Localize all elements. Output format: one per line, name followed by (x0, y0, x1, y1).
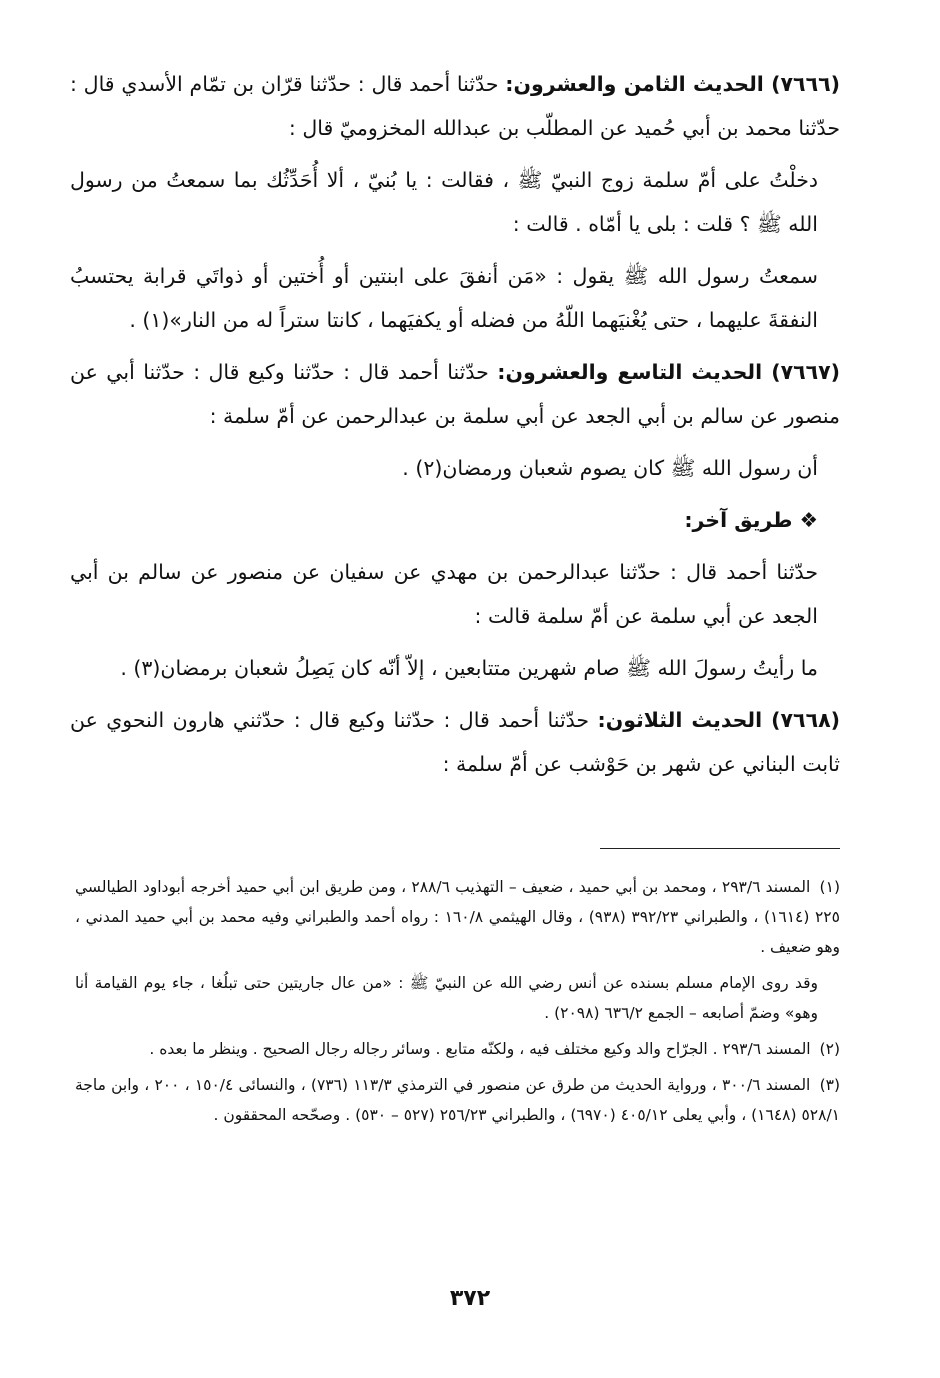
hadith-30-header: (٧٦٦٨) الحديث الثلاثون: (597, 708, 840, 732)
footnote-2-number: (٢) (819, 1040, 840, 1058)
footnotes (75, 872, 840, 1136)
footnote-3 (75, 1070, 840, 1130)
footnote-1-number: (١) (819, 878, 840, 896)
footnote-1-continuation: وقد روى الإمام مسلم بسنده عن أنس رضي الله عن النبيّ ﷺ : «من عال جاريتين حتى تبلُغا ، جاء يوم القيامة أنا وهو» وضمّ أصابعه – الجمع ٦٣٦/٢ (٢٠٩٨) . (75, 974, 818, 1022)
footnote-3-number: (٣) (819, 1076, 841, 1094)
hadith-29-isnad (70, 350, 840, 438)
page-number: ٣٧٢ (449, 1286, 491, 1311)
hadith-28-isnad (70, 62, 840, 150)
footnote-1-text: المسند ٢٩٣/٦ ، ومحمد بن أبي حميد ، ضعيف – التهذيب ٢٨٨/٦ ، ومن طريق ابن أبي حميد أخرجه أبوداود الطيالسي ٢٢٥ (١٦١٤) ، والطبراني ٣٩٢/٢٣ (٩٣٨) ، وقال الهيثمي ١٦٠/٨ : رواه أحمد والطبراني وفيه محمد بن أبي حميد المدني ، وهو ضعيف . (75, 878, 840, 956)
main-text (70, 62, 840, 794)
footnote-3-text: المسند ٣٠٠/٦ ، ورواية الحديث من طرق عن منصور في الترمذي ١١٣/٣ (٧٣٦) ، والنسائى ١٥٠/٤ ، ٢٠٠ ، وابن ماجة ٥٢٨/١ (١٦٤٨) ، وأبي يعلى ٤٠٥/١٢ (٦٩٧٠) ، والطبراني ٢٥٦/٢٣ (٥٢٧ – ٥٣٠) . وصحّحه المحققون . (75, 1076, 840, 1124)
footnote-2-text: المسند ٢٩٣/٦ . الجرّاح والد وكيع مختلف فيه ، ولكنّه متابع . وسائر رجاله رجال الصحيح . وينظر ما بعده . (149, 1040, 811, 1058)
hadith-29-matn: أن رسول الله ﷺ كان يصوم شعبان ورمضان(٢) . (402, 456, 818, 480)
hadith-29-isnad-text: حدّثنا أحمد قال : حدّثنا وكيع قال : حدّثنا أبي عن منصور عن سالم بن أبي الجعد عن أبي سلمة بن عبدالرحمن عن أمّ سلمة : (70, 360, 840, 428)
other-route-isnad: حدّثنا أحمد قال : حدّثنا عبدالرحمن بن مهدي عن سفيان عن منصور عن سالم بن أبي الجعد عن أبي سلمة عن أمّ سلمة قالت : (70, 560, 818, 628)
hadith-30-isnad-text: حدّثنا أحمد قال : حدّثنا وكيع قال : حدّثني هارون النحوي عن ثابت البناني عن شهر بن حَوْشب عن أمّ سلمة : (70, 708, 840, 776)
footnote-divider (600, 848, 840, 849)
hadith-28-matn-2: سمعتُ رسول الله ﷺ يقول : «مَن أنفقَ على ابنتين أو أُختين أو ذواتَي قرابة يحتسبُ النفقةَ عليهما ، حتى يُغْنيَهما اللّهُ من فضله أو يكفيَهما ، كانتا ستراً له من النار»(١) . (70, 264, 818, 332)
hadith-29-header: (٧٦٦٧) الحديث التاسع والعشرون: (497, 360, 841, 384)
hadith-28-header: (٧٦٦٦) الحديث الثامن والعشرون: (505, 72, 840, 96)
footnote-1 (75, 872, 840, 962)
other-route-heading: ❖ طريق آخر: (684, 508, 818, 532)
other-route-matn: ما رأيتُ رسولَ الله ﷺ صام شهرين متتابعين ، إلاّ أنّه كان يَصِلُ شعبان برمضان(٣) . (120, 656, 818, 680)
hadith-30-isnad (70, 698, 840, 786)
hadith-28-isnad-text: حدّثنا أحمد قال : حدّثنا قرّان بن تمّام الأسدي قال : حدّثنا محمد بن أبي حُميد عن المطلّب بن عبدالله المخزوميّ قال : (70, 72, 840, 140)
footnote-2 (75, 1034, 840, 1064)
hadith-28-matn-1: دخلْتُ على أمّ سلمة زوج النبيّ ﷺ ، فقالت : يا بُنيّ ، ألا أُحَدِّثُك بما سمعتُ من رسول الله ﷺ ؟ قلت : بلى يا أمّاه . قالت : (70, 168, 818, 236)
